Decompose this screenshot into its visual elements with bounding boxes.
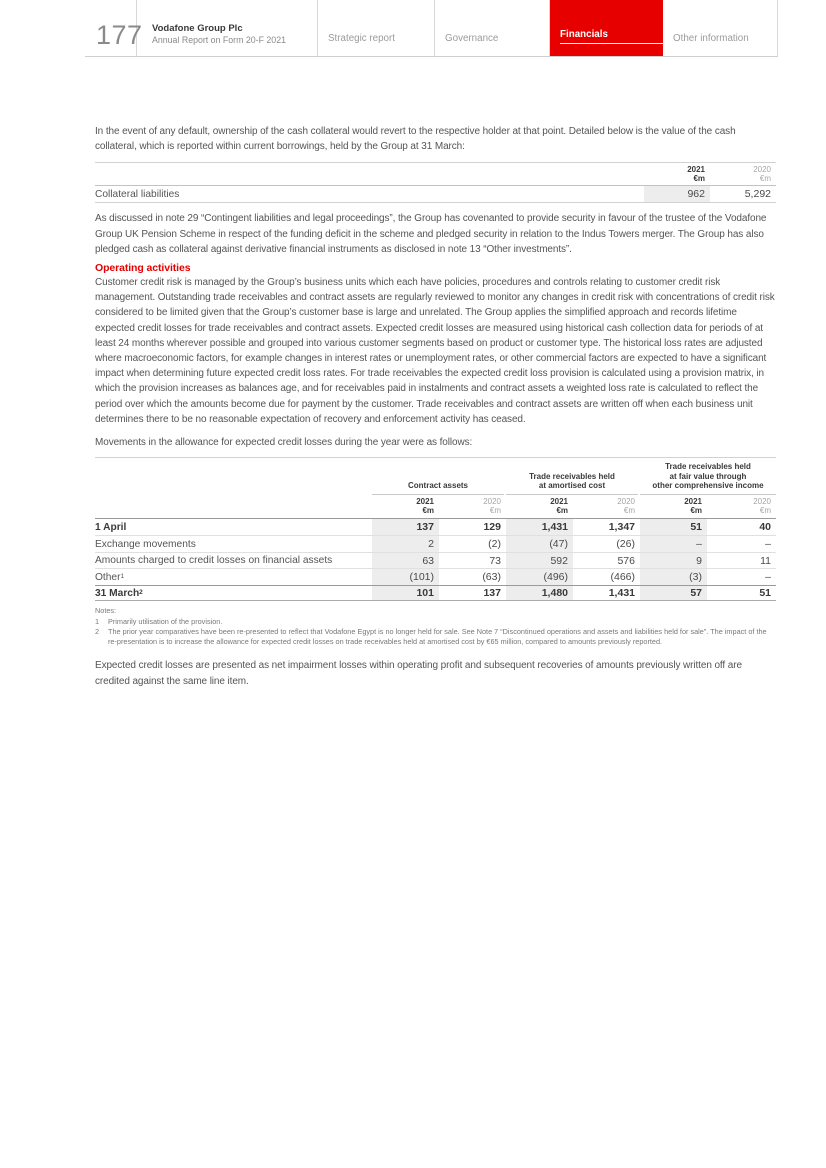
closing-paragraph: Expected credit losses are presented as net impairment losses within operating profit and subsequent recoveries of amounts previously written off are credited against the same line item. <box>95 660 742 687</box>
cell: (496) <box>506 569 573 585</box>
collateral-table <box>95 162 776 203</box>
cell: 40 <box>759 521 771 533</box>
row-label: Exchange movements <box>95 538 196 550</box>
group-contract-assets: Contract assets <box>372 458 504 495</box>
table-row-31-march-total <box>95 585 776 602</box>
row-label: Amounts charged to credit losses on financial assets <box>95 555 333 566</box>
operating-activities-heading: Operating activities <box>95 262 191 275</box>
tab-other-information[interactable] <box>663 0 778 56</box>
page-header <box>85 0 778 57</box>
column-header-2021: 2021 €m <box>687 165 705 184</box>
cell: 137 <box>372 519 439 536</box>
group-fvoci: Trade receivables held at fair value through other comprehensive income <box>640 458 776 495</box>
report-title: Annual Report on Form 20-F 2021 <box>152 35 286 45</box>
cell: 137 <box>483 587 501 599</box>
cell: 51 <box>759 587 771 599</box>
intro-paragraph: In the event of any default, ownership of the cash collateral would revert to the respective holder at that point. Detailed below is the value of the cash collateral, which is reported within current borrowings, held by the Group at 31 March: <box>95 126 736 153</box>
cell: 57 <box>640 586 707 601</box>
footnotes-title: Notes: <box>95 606 117 616</box>
cell: 1,431 <box>506 519 573 536</box>
tab-label: Governance <box>445 33 499 44</box>
table-row <box>95 186 776 203</box>
tab-financials-active[interactable] <box>550 0 663 56</box>
cell: 1,347 <box>608 521 635 533</box>
cell: – <box>765 571 771 583</box>
cell: 101 <box>372 586 439 601</box>
table-row-amounts-charged <box>95 552 776 569</box>
tab-strategic-report[interactable] <box>318 0 435 56</box>
cell: – <box>765 538 771 550</box>
column-group-header-row <box>95 458 776 495</box>
cell: 592 <box>506 553 573 569</box>
row-label: Collateral liabilities <box>95 188 180 200</box>
cell: 51 <box>640 519 707 536</box>
tab-label: Other information <box>673 33 749 44</box>
cell: (101) <box>372 569 439 585</box>
column-header-2020: 2020 €m <box>753 165 771 184</box>
cell: (63) <box>482 571 501 583</box>
page-number: 177 <box>85 0 137 56</box>
value-2021: 962 <box>644 186 710 202</box>
tab-label: Financials <box>560 29 663 44</box>
cell: 2 <box>372 536 439 552</box>
pledge-paragraph: As discussed in note 29 “Contingent liabilities and legal proceedings”, the Group has covenanted to provide security in favour of the trustee of the Vodafone Group UK Pension Scheme in respect of the funding deficit in the scheme and pledged security in relation to the Indus Towers merger. The Group has also pledged cash as collateral against derivative financial instruments as disclosed in note 13 “Other investments”. <box>95 213 767 255</box>
cell: 1,431 <box>608 587 635 599</box>
table-row-1-april <box>95 519 776 536</box>
credit-risk-paragraph: Customer credit risk is managed by the Group’s business units which each have policies, procedures and controls relating to customer credit risk management. Outstanding trade receivables and contract assets are regularly reviewed to monitor any changes in credit risk with concentrations of credit risk considered to be limited given that the Group’s customer base is large and unrelated. The Group applies the simplified approach and records lifetime expected credit losses for trade receivables and contract assets. Expected credit losses are measured using historical cash collection data for periods of at least 24 months wherever possible and grouped into various customer segments based on product or customer type. The historical loss rates are adjusted where macroeconomic factors, for example changes in interest rates or unemployment rates, or other commercial factors are expected to have a significant impact when determining future expected credit loss rates. For trade receivables the expected credit loss provision is calculated using a provision matrix, in which the provision increases as balances age, and for receivables paid in instalments and contract assets a weighted loss rate is calculated to reflect the period over which the amounts become due for payment by the customer. Trade receivables and contract assets are written off when each business unit determines there to be no reasonable expectation of recovery and enforcement activity has ceased. <box>95 277 775 425</box>
page-content <box>95 124 776 689</box>
cell: (47) <box>506 536 573 552</box>
footnote-1: 1 Primarily utilisation of the provision. <box>95 616 223 626</box>
row-label: 31 March 2 <box>95 587 143 599</box>
cell: 9 <box>640 553 707 569</box>
cell: 63 <box>372 553 439 569</box>
cell: (26) <box>616 538 635 550</box>
column-header-2020: 2020 €m <box>617 496 635 515</box>
cell: (2) <box>488 538 501 550</box>
movements-table <box>95 457 776 601</box>
column-header-2021: 2021 €m <box>684 496 702 515</box>
group-amortised-cost: Trade receivables held at amortised cost <box>506 458 638 495</box>
footnote-2: 2 The prior year comparatives have been re-presented to reflect that Vodafone Egypt is no longer held for sale. See Note 7 “Discontinued operations and assets and liabilities held for sale”. The impact of the re-presentation is to increase the allowance for expected credit losses on trade receivables held at amortised cost by €65 million, compared to amounts previously reported. <box>95 626 767 647</box>
cell: 129 <box>483 521 501 533</box>
collateral-table-header <box>95 163 776 186</box>
row-label: Other 1 <box>95 571 125 583</box>
column-header-2021: 2021 €m <box>416 496 434 515</box>
table-row-exchange-movements <box>95 535 776 552</box>
tab-label: Strategic report <box>328 33 395 44</box>
table-row-other <box>95 568 776 585</box>
cell: 576 <box>617 554 635 567</box>
footnotes <box>95 606 776 647</box>
cell: (3) <box>640 569 707 585</box>
cell: (466) <box>610 571 635 583</box>
cell: – <box>640 536 707 552</box>
company-name: Vodafone Group Plc <box>152 23 243 34</box>
cell: 73 <box>489 554 501 567</box>
brand-block <box>137 0 318 56</box>
cell: 11 <box>760 554 771 567</box>
tab-governance[interactable] <box>435 0 550 56</box>
cell: 1,480 <box>506 586 573 601</box>
year-header-row <box>95 495 776 519</box>
value-2020: 5,292 <box>744 188 771 201</box>
row-label: 1 April <box>95 521 127 533</box>
movements-intro: Movements in the allowance for expected credit losses during the year were as follows: <box>95 437 473 449</box>
column-header-2020: 2020 €m <box>753 496 771 515</box>
column-header-2020: 2020 €m <box>483 496 501 515</box>
column-header-2021: 2021 €m <box>550 496 568 515</box>
